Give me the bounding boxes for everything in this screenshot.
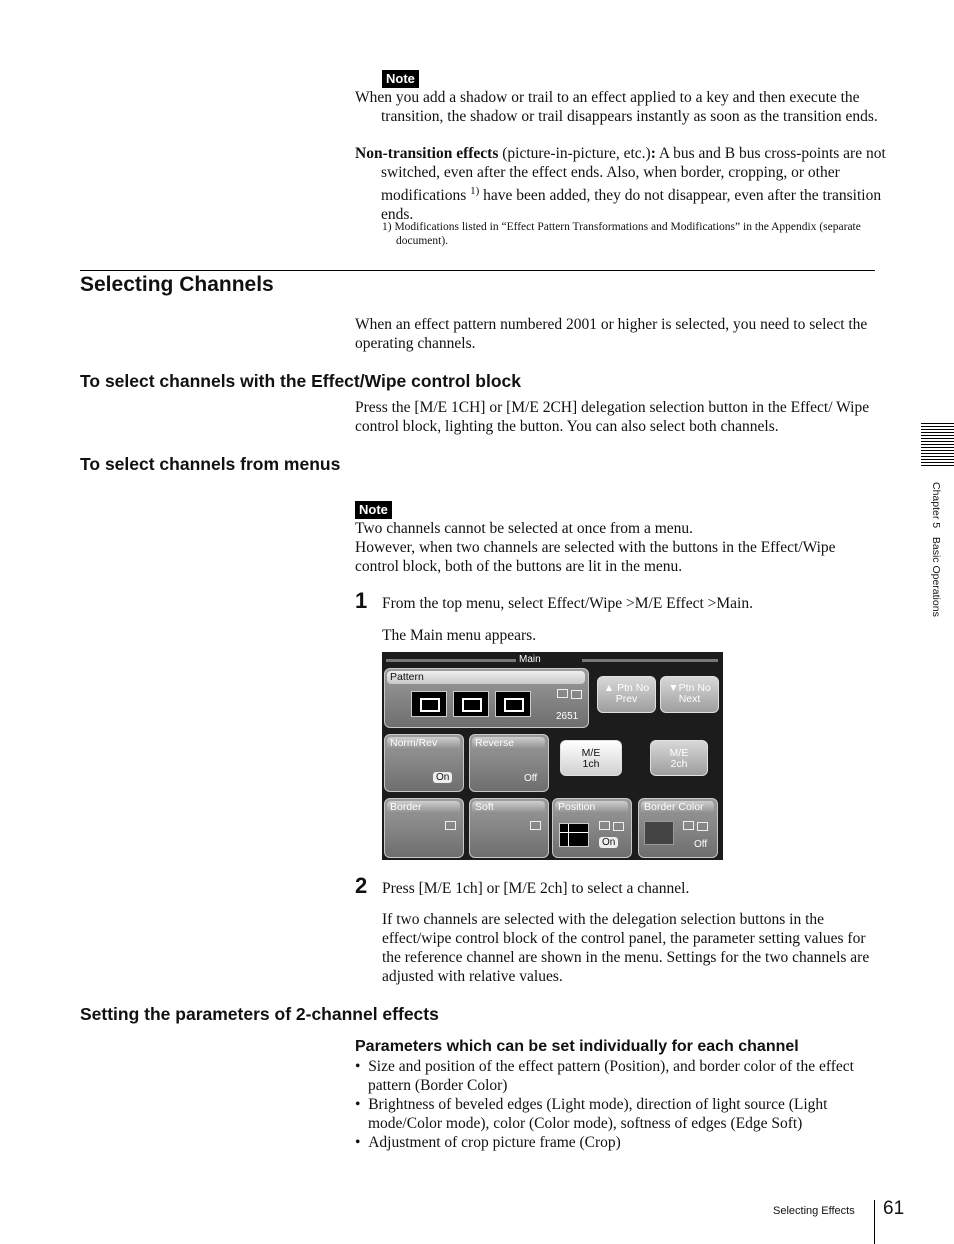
camera-icon	[530, 821, 541, 830]
footnote: 1) Modifications listed in “Effect Pattern Transformations and Modifications” in the Appendix (separate document).	[382, 221, 861, 247]
section-rule	[80, 270, 875, 271]
camera-icon	[445, 821, 456, 830]
parameters-list	[355, 1057, 875, 1152]
border-color-box[interactable]: Border Color Off	[638, 798, 718, 858]
chapter-label: Chapter 5 Basic Operations	[930, 482, 942, 617]
copy-icon	[697, 822, 708, 831]
crosshair-h	[560, 832, 588, 833]
chapter-tab-stripes	[921, 423, 954, 468]
main-menu-screenshot	[382, 652, 723, 860]
parameters-heading: Parameters which can be set individually for each channel	[355, 1038, 799, 1055]
camera-icon	[683, 821, 694, 830]
subsection-title-menus: To select channels from menus	[80, 454, 341, 474]
note-text: When you add a shadow or trail to an effect applied to a key and then execute the transition, the shadow or trail disappears instantly as soon as the transition ends.	[355, 89, 878, 125]
copy-icon	[613, 822, 624, 831]
section-intro: When an effect pattern numbered 2001 or higher is selected, you need to select the operating channels.	[355, 316, 868, 352]
norm-rev-state: On	[433, 772, 452, 783]
list-item: • Size and position of the effect pattern (Position), and border color of the effect pattern (Border Color)	[355, 1058, 854, 1094]
norm-rev-box[interactable]: Norm/Rev On	[384, 734, 464, 792]
border-color-state: Off	[694, 839, 708, 850]
note-text-2: Two channels cannot be selected at once from a menu. However, when two channels are selected with the buttons in the Effect/Wipe control block, both of the buttons are lit in the menu.	[355, 520, 836, 575]
footer-divider	[874, 1200, 875, 1244]
soft-box[interactable]: Soft	[469, 798, 549, 858]
camera-icon	[557, 689, 568, 698]
position-state: On	[599, 837, 618, 848]
subsection-text-effect-wipe: Press the [M/E 1CH] or [M/E 2CH] delegation selection button in the Effect/ Wipe control block, lighting the button. You can also select both channels.	[355, 399, 870, 435]
reverse-state: Off	[524, 773, 538, 784]
camera-icon	[599, 821, 610, 830]
step-number-2: 2	[355, 873, 368, 898]
pattern-box[interactable]	[384, 668, 589, 728]
list-item: • Adjustment of crop picture frame (Crop)	[355, 1134, 621, 1151]
non-transition-paragraph: Non-transition effects (picture-in-picture, etc.): A bus and B bus cross-points are not switched, even after the effect ends. Also, when border, cropping, or other modifications $^{1)}$ have been added, they do not disappear, even after the transition ends.	[355, 145, 886, 224]
step-result-1: The Main menu appears.	[382, 627, 537, 644]
section-title: Selecting Channels	[80, 273, 274, 296]
position-box[interactable]: Position On	[552, 798, 632, 858]
note-label: Note	[382, 70, 419, 88]
footer-section-name: Selecting Effects	[773, 1205, 855, 1217]
step-number-1: 1	[355, 588, 368, 613]
step-detail-2: If two channels are selected with the delegation selection buttons in the effect/wipe control block of the control panel, the parameter setting values for the reference channel are shown in the menu. Settings for the two channels are adjusted with relative values.	[382, 911, 870, 985]
ptn-no-next-button[interactable]: ▼Ptn No Next	[660, 676, 719, 713]
title-bar-left	[386, 659, 516, 662]
border-box[interactable]: Border	[384, 798, 464, 858]
pattern-label: Pattern	[387, 671, 585, 684]
me-1ch-button[interactable]: M/E 1ch	[560, 740, 622, 776]
note-label-2: Note	[355, 501, 392, 519]
page-number: 61	[883, 1198, 905, 1219]
list-item: • Brightness of beveled edges (Light mode), direction of light source (Light mode/Color mode), color (Color mode), softness of edges (Edge Soft)	[355, 1096, 828, 1132]
crosshair-v	[568, 824, 569, 846]
copy-icon	[571, 690, 582, 699]
pattern-thumbnail-1[interactable]	[411, 691, 447, 717]
menu-title: Main	[519, 654, 541, 665]
pattern-thumbnail-2[interactable]	[453, 691, 489, 717]
ptn-no-prev-button[interactable]: ▲ Ptn No Prev	[597, 676, 656, 713]
position-preview	[559, 823, 589, 847]
pattern-number: 2651	[556, 711, 579, 722]
step-text-1: From the top menu, select Effect/Wipe >M/E Effect >Main.	[382, 595, 753, 612]
subsection-title-2ch: Setting the parameters of 2-channel effects	[80, 1004, 439, 1024]
title-bar-right	[582, 659, 718, 662]
subsection-title-effect-wipe: To select channels with the Effect/Wipe control block	[80, 371, 521, 391]
pattern-thumbnail-3[interactable]	[495, 691, 531, 717]
color-swatch	[644, 821, 674, 845]
step-text-2: Press [M/E 1ch] or [M/E 2ch] to select a channel.	[382, 880, 690, 897]
reverse-box[interactable]: Reverse Off	[469, 734, 549, 792]
me-2ch-button[interactable]: M/E 2ch	[650, 740, 708, 776]
